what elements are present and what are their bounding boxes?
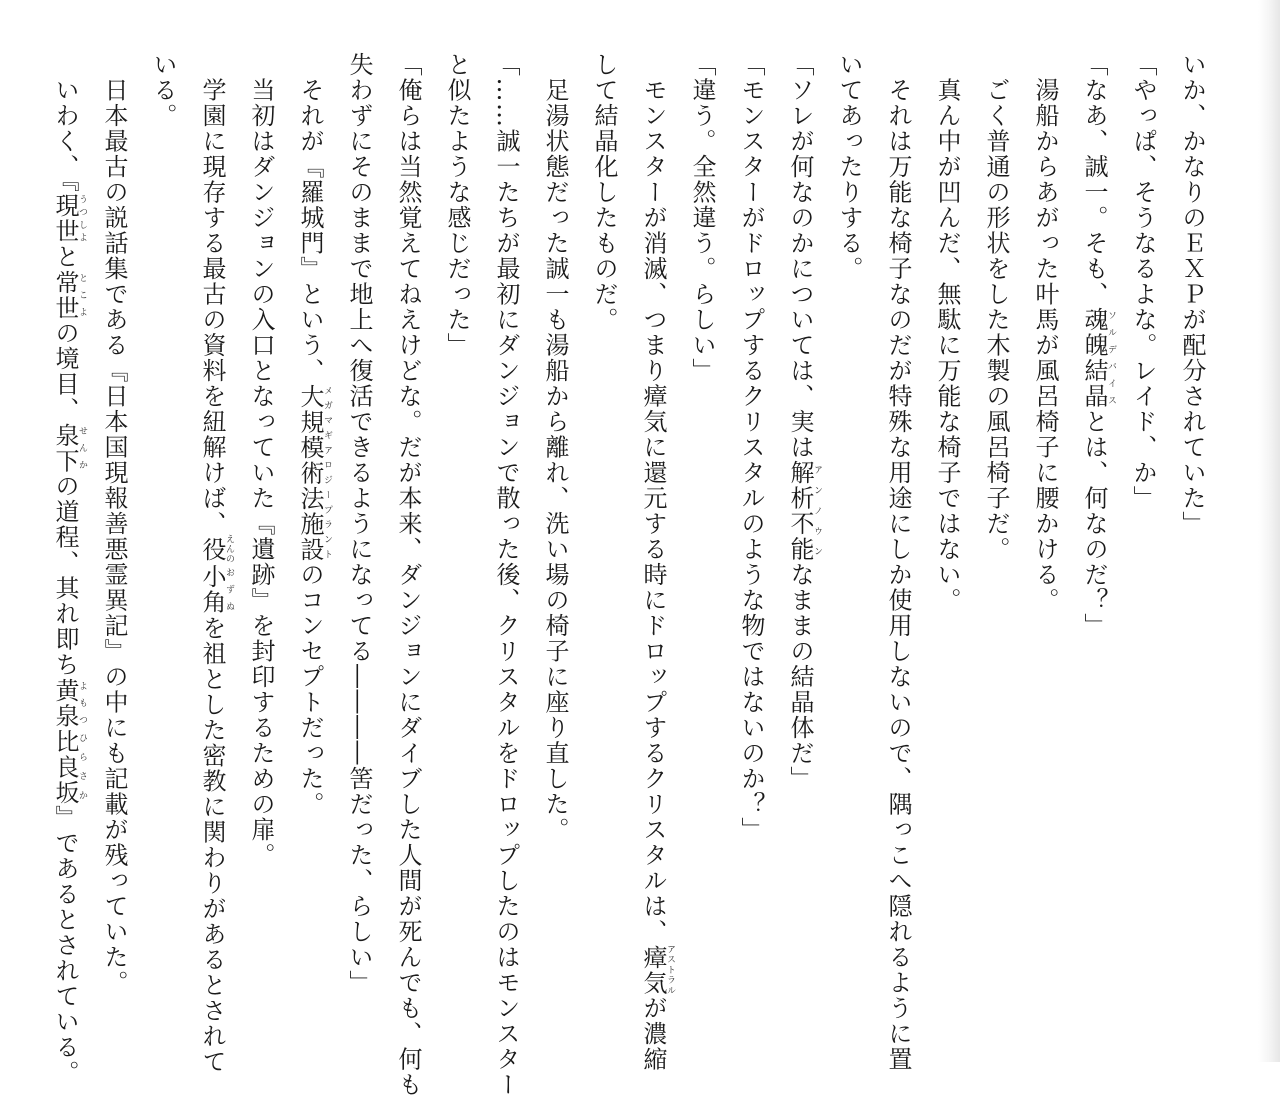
text-line: 当初はダンジョンの入口となっていた『遺跡』を封印するための扉。 [247, 52, 275, 868]
ruby-annotation: ひらさか [77, 728, 87, 805]
ruby-annotation: アンノウン [812, 460, 822, 562]
text-line: 「モンスターがドロップするクリスタルのような物ではないのか？」 [737, 52, 765, 843]
text-line: 失わずにそのままで地上へ復活できるようになってる――――筈だった、らしい」 [345, 52, 373, 996]
ruby-annotation: おずぬ [224, 564, 234, 616]
text-line: それが『羅城門』という、大規模術法施設メガマギアロジープラントのコンセプトだった。 [296, 52, 332, 817]
text-line: モンスターが消滅、つまり瘴気に還元する時にドロップするクリスタルは、瘴気アストラルが濃縮 [639, 52, 675, 1072]
text-line: それは万能な椅子なのだが特殊な用途にしか使用しないので、隅っこへ隠れるように置 [884, 52, 912, 1072]
text-line: と似たような感じだった」 [443, 52, 471, 358]
text-line: いてあったりする。 [835, 52, 863, 282]
ruby-annotation: よもつ [77, 677, 87, 729]
text-line: 真ん中が凹んだ、無駄に万能な椅子ではない。 [933, 52, 961, 613]
text-line: 湯船からあがった叶馬が風呂椅子に腰かける。 [1031, 52, 1059, 613]
ruby-annotation: せんか [77, 422, 87, 474]
text-line: いわく、『現世うつしよと常世とこよの境目、泉下せんかの道程、其れ即ち黄泉よもつ比良坂ひらさか』であるとされている。 [51, 52, 87, 1086]
text-line: 日本最古の説話集である『日本国現報善悪霊異記』の中にも記載が残っていた。 [100, 52, 128, 996]
text-line: 「ソレが何なのかについては、実は解析不能アンノウンなままの結晶体だ」 [786, 52, 822, 792]
text-line: して結晶化したものだ。 [590, 52, 618, 333]
page-edge [1258, 0, 1280, 1062]
text-line: いか、かなりのＥＸＰが配分されていた」 [1178, 52, 1206, 537]
text-line: 「違う。全然違う。らしい」 [688, 52, 716, 384]
text-line: 「やっぱ、そうなるよな。レイド、か」 [1129, 52, 1157, 511]
text-line: 足湯状態だった誠一も湯船から離れ、洗い場の椅子に座り直した。 [541, 52, 569, 843]
ruby-annotation: うつしよ [77, 193, 87, 244]
text-line: 学園に現存する最古の資料を紐解けば、役えんの小角おずぬを祖とした密教に関わりがあるとされて [198, 52, 234, 1075]
text-line: 「なあ、誠一。そも、魂魄結晶ソルデバイスとは、何なのだ？」 [1080, 52, 1116, 639]
text-line: いる。 [149, 52, 177, 129]
ruby-annotation: えんの [224, 534, 234, 565]
ruby-annotation: メガマギアロジープラント [322, 383, 332, 562]
text-line: 「俺らは当然覚えてねえけどな。だが本来、ダンジョンにダイブした人間が死んでも、何も [394, 52, 422, 1098]
ruby-annotation: ソルデバイス [1106, 307, 1116, 409]
ruby-annotation: とこよ [77, 269, 87, 321]
text-line: ごく普通の形状をした木製の風呂椅子だ。 [982, 52, 1010, 562]
vertical-text-body [40, 52, 1216, 1098]
text-line: 「……誠一たちが最初にダンジョンで散った後、クリスタルをドロップしたのはモンスター [492, 52, 520, 1098]
ruby-annotation: アストラル [665, 944, 675, 996]
